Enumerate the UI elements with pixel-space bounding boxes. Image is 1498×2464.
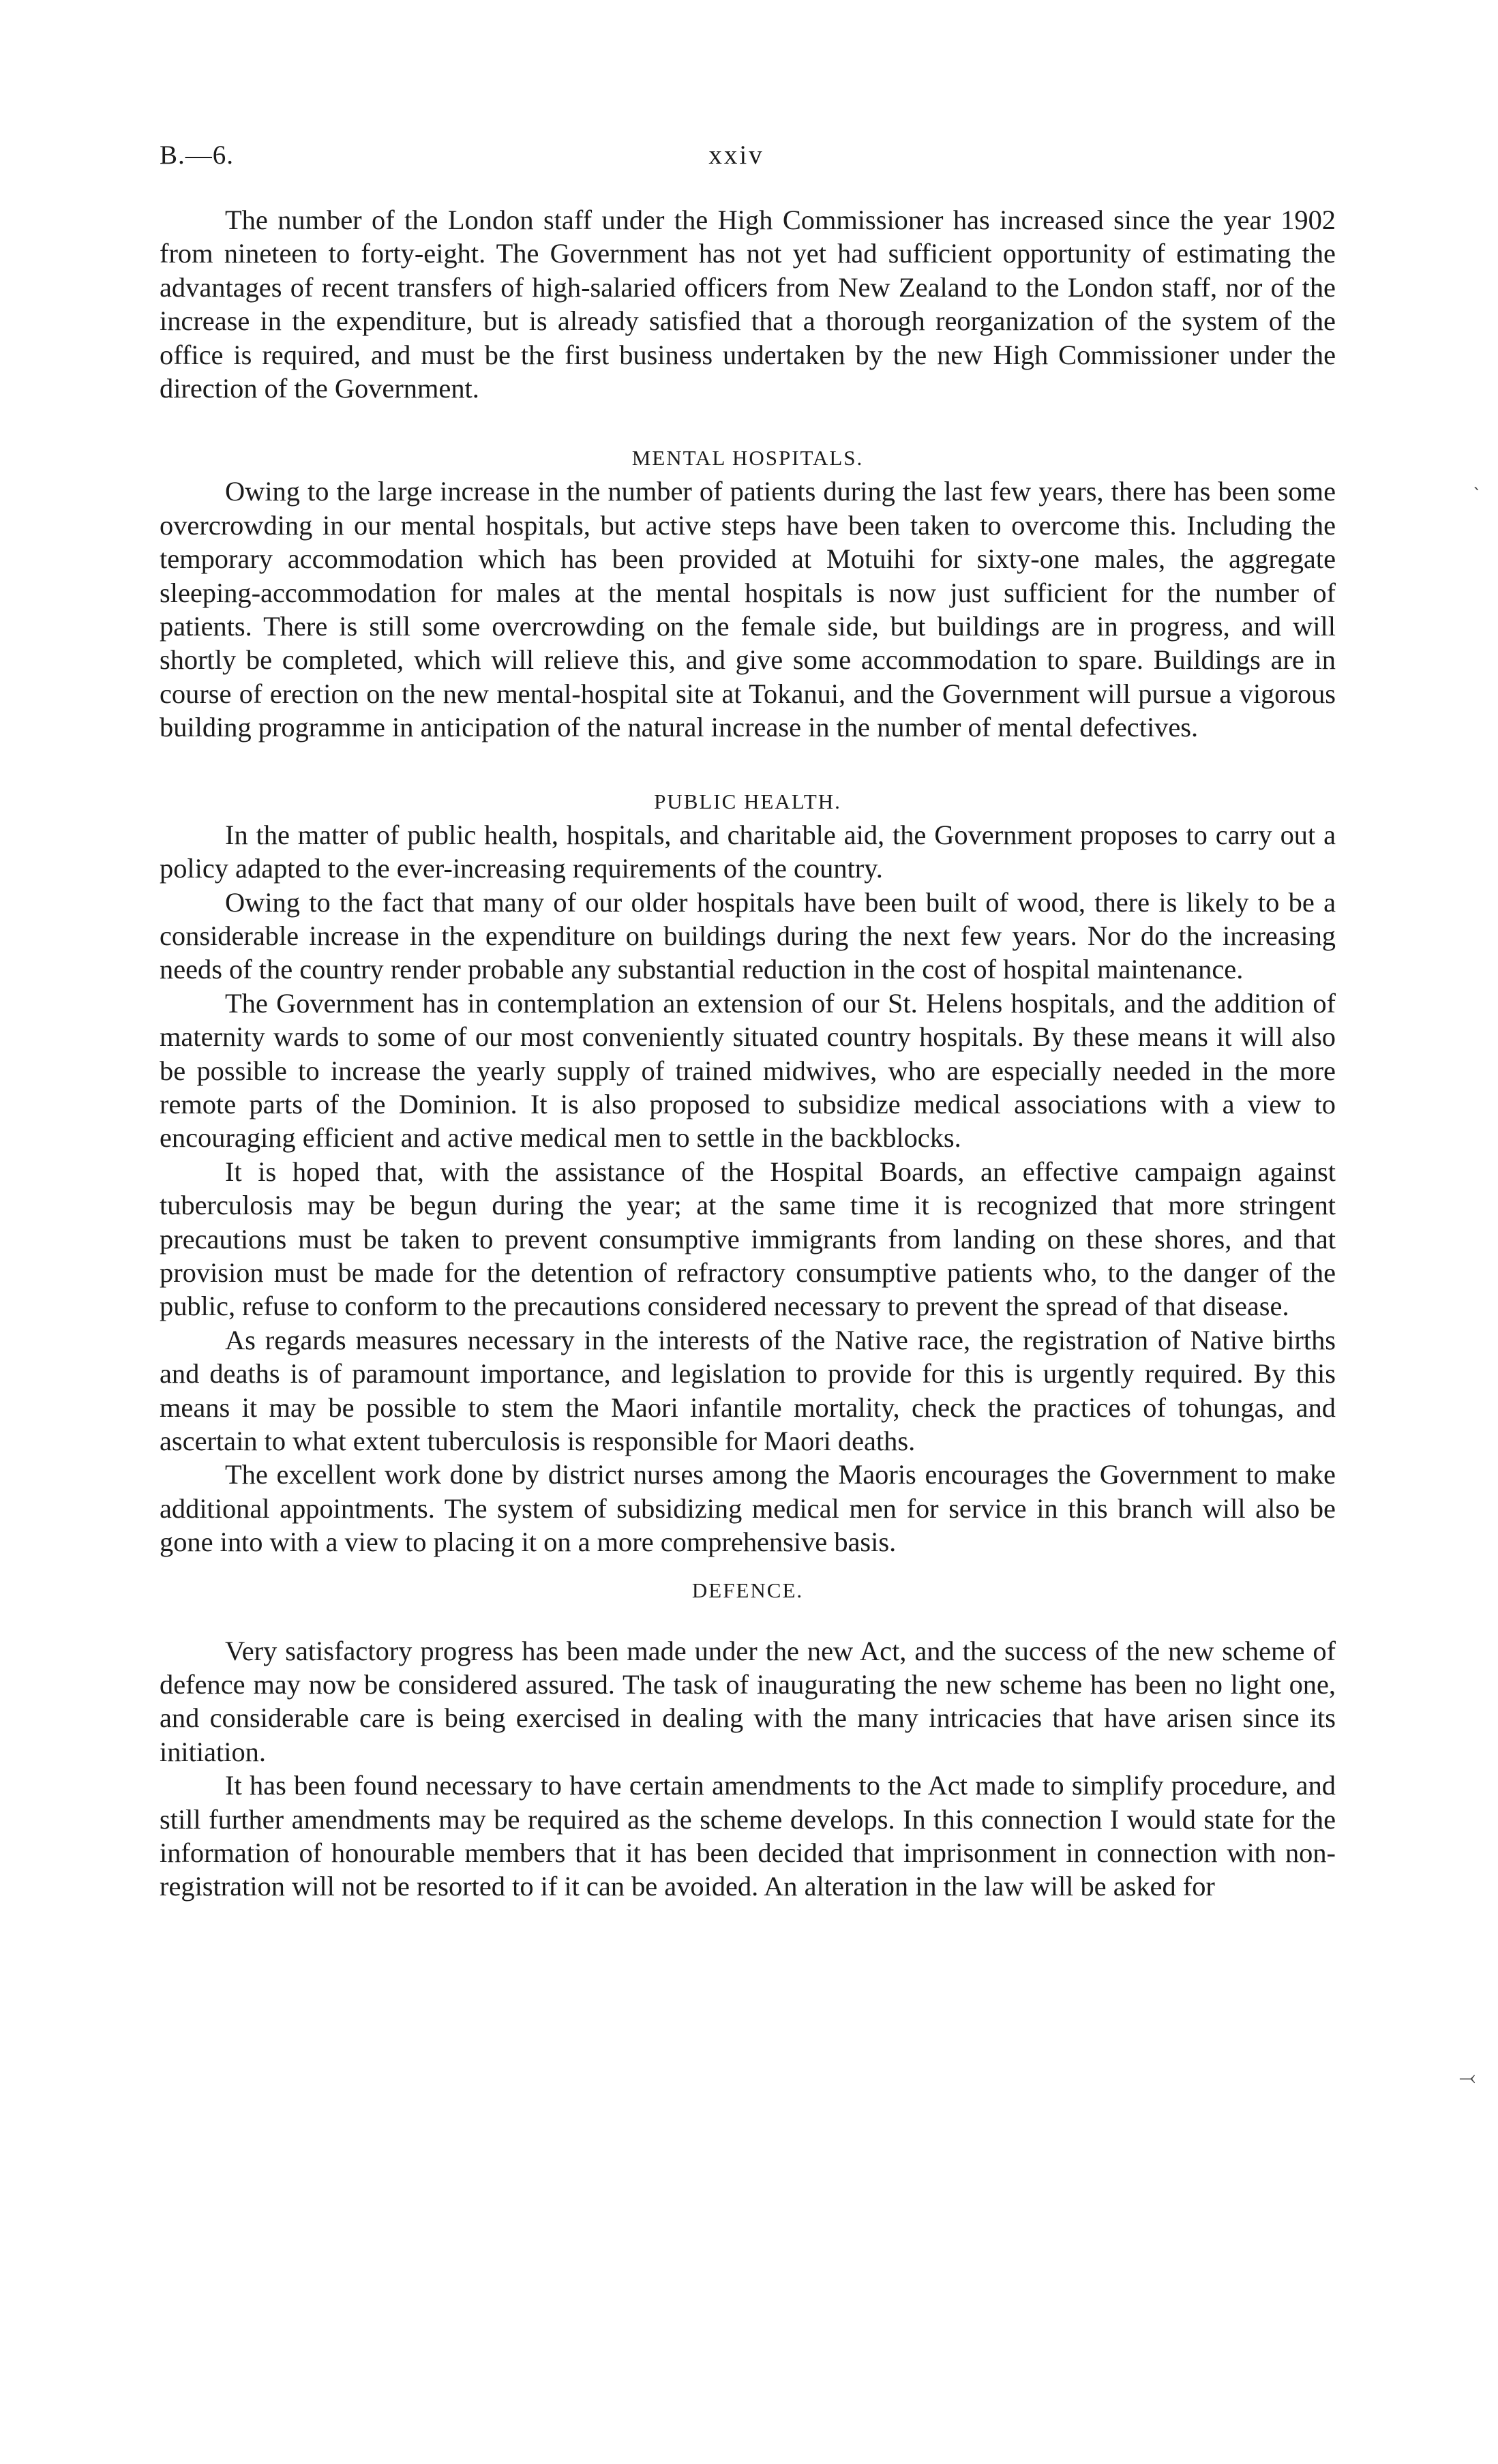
section-heading: MENTAL HOSPITALS.	[631, 446, 864, 470]
paragraph: It is hoped that, with the assistance of the Hospital Boards, an effective campaign against tuberculosis may be begun during the year; at the same time it is recognized that more stringent precautions must be taken to prevent consumptive immigrants from landing on these shores, and that provision must be made for the detention of refractory consumptive patients who, to the danger of the public, refuse to conform to the precautions considered necessary to prevent the spread of that disease.	[160, 1156, 1336, 1322]
paragraph: Owing to the large increase in the number of patients during the last few years, there has been some overcrowding in our mental hospitals, but active steps have been taken to overcome this. Including the temporary accommodation which has been provided at Motuihi for sixty-one males, the aggregate sleeping-accommodation for males at the mental hospitals is now just sufficient for the number of patients. There is still some overcrowding on the female side, but buildings are in progress, and will shortly be completed, which will relieve this, and give some accommodation to spare. Buildings are in course of erection on the new mental-hospital site at Tokanui, and the Government will pursue a vigorous building programme in anticipation of the natural increase in the number of mental defectives.	[160, 476, 1336, 743]
margin-tick-mark-icon: ˎ	[1473, 470, 1482, 491]
paragraph: The excellent work done by district nurses among the Maoris encourages the Government to make additional appointments. The system of subsidizing medical men for service in this branch will also be gone into with a view to placing it on a more comprehensive basis.	[160, 1459, 1336, 1558]
paragraph: The Government has in contemplation an extension of our St. Helens hospitals, and the addition of maternity wards to some of our most conveniently situated country hospitals. By these means it will also be possible to increase the yearly supply of trained midwives, who are especially needed in the more remote parts of the Dominion. It is also proposed to subsidize medical associations with a view to encouraging efficient and active medical men to settle in the backblocks.	[160, 987, 1336, 1154]
section-heading: PUBLIC HEALTH.	[654, 789, 841, 813]
paragraph: It has been found necessary to have certain amendments to the Act made to simplify procedure, and still further amendments may be required as the scheme develops. In this connection I would state for the information of honourable members that it has been decided that imprisonment in connection with non-registration will not be resorted to if it can be avoided. An alteration in the law will be asked for	[160, 1770, 1336, 1902]
paragraph: The number of the London staff under the High Commissioner has increased since the year 1902 from nineteen to forty-eight. The Government has not yet had sufficient opportunity of estimating the advantages of recent transfers of high-salaried officers from New Zealand to the London staff, nor of the increase in the expenditure, but is already satisfied that a thorough reorganization of the system of the office is required, and must be the first business undertaken by the new High Commissioner under the direction of the Government.	[160, 205, 1336, 404]
document-body	[160, 203, 1336, 1904]
section-heading: DEFENCE.	[691, 1578, 804, 1602]
section-high-commissioner	[160, 203, 1336, 405]
paragraph: In the matter of public health, hospitals, and charitable aid, the Government proposes to carry out a policy adapted to the ever-increasing requirements of the country.	[160, 819, 1336, 884]
section-mental-hospitals	[160, 445, 1336, 744]
paragraph: As regards measures necessary in the interests of the Native race, the registration of Native births and deaths is of paramount importance, and legislation to provide for this is urgently required. By this means it may be possible to stem the Maori infantile mortality, check the practices of tohungas, and ascertain to what extent tuberculosis is responsible for Maori deaths.	[160, 1324, 1336, 1456]
margin-arrow-mark-icon: ⤙	[1459, 2066, 1475, 2090]
document-id: B.—6.	[160, 140, 235, 170]
paragraph: Owing to the fact that many of our older hospitals have been built of wood, there is likely to be a considerable increase in the expenditure on buildings during the next few years. Nor do the increasing needs of the country render probable any substantial reduction in the cost of hospital maintenance.	[160, 886, 1336, 985]
page-number: xxiv	[708, 140, 764, 170]
section-public-health	[160, 788, 1336, 1559]
section-defence	[160, 1577, 1336, 1904]
paragraph: Very satisfactory progress has been made under the new Act, and the success of the new scheme of defence may now be considered assured. The task of inaugurating the new scheme has been no light one, and considerable care is being exercised in dealing with the many intricacies that have arisen since its initiation.	[160, 1635, 1336, 1767]
